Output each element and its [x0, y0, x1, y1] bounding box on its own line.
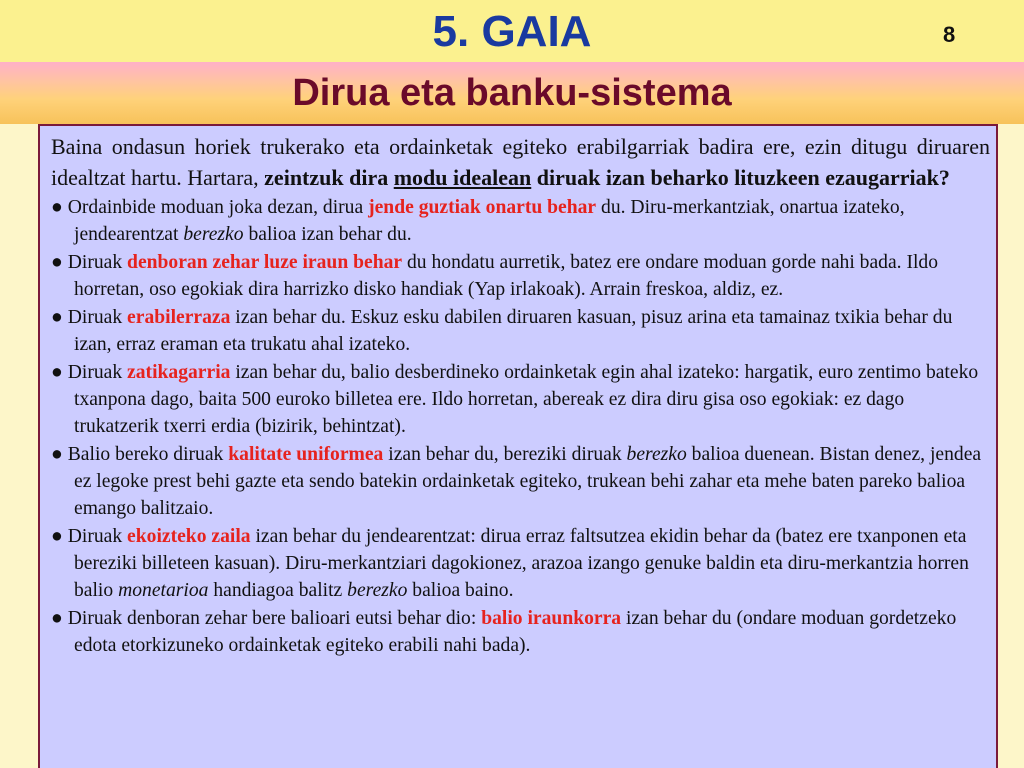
bullet-highlight: balio iraunkorra	[481, 608, 622, 630]
intro-question-underlined: modu idealean	[393, 164, 532, 190]
bullet-item-stable-value	[51, 605, 990, 659]
bullet-text: ● Diruak	[51, 525, 128, 547]
bullet-italic: berezko	[347, 580, 408, 602]
bullet-text: ● Balio bereko diruak	[51, 443, 229, 465]
bullet-text: izan behar du. Eskuz esku dabilen diruaren kasuan, pisuz arina eta tamainaz txikia behar du izan, erraz eraman eta trukatu ahal izateko.	[74, 306, 953, 356]
bullet-item-portability	[51, 304, 990, 358]
content-box	[38, 124, 998, 768]
intro-text: Baina ondasun horiek trukerako eta ordainketak egiteko erabilgarriak badira ere, ezin ditugu diruaren idealtzat hartu. Hartara,	[51, 134, 990, 190]
bullet-text: ● Diruak	[51, 306, 128, 328]
bullet-text: du hondatu aurretik, batez ere ondare moduan gorde nahi bada. Ildo horretan, oso egokiak dira harrizko disko handiak (Yap irlakoak). Arrain freskoa, aldiz, ez.	[74, 251, 939, 301]
slide-title: 5. GAIA	[432, 7, 592, 56]
bullet-text: handiagoa balitz	[208, 580, 348, 602]
bullet-italic: berezko	[183, 224, 244, 246]
intro-paragraph	[51, 132, 990, 193]
bullet-text: balioa baino.	[407, 580, 514, 602]
bullet-highlight: erabilerraza	[127, 306, 231, 328]
bullet-italic: berezko	[626, 443, 687, 465]
bullet-text: ● Ordainbide moduan joka dezan, dirua	[51, 197, 369, 218]
bullet-item-acceptance	[51, 194, 990, 248]
bullet-text: ● Diruak denboran zehar bere balioari eutsi behar dio:	[51, 608, 482, 630]
intro-question-part-2: diruak izan beharko lituzkeen ezaugarriak?	[531, 164, 950, 190]
bullet-highlight: denboran zehar luze iraun behar	[127, 251, 403, 273]
page-number: 8	[943, 22, 956, 47]
bullet-text: izan behar du, balio desberdineko ordainketak egin ahal izateko: hargatik, euro zentimo bateko txanpona dago, baita 500 euroko billetea ere. Ildo horretan, abereak ez dira diru gisa oso egokiak: ez dago trukatzerik txerri erdia (bizirik, behintzat).	[74, 361, 979, 438]
bullet-item-divisibility	[51, 359, 990, 441]
bullet-highlight: ekoizteko zaila	[127, 525, 251, 547]
bullet-text: izan behar du (ondare moduan gordetzeko edota etorkizuneko ordainketak egiteko erabili nahi bada).	[74, 608, 957, 657]
bullet-highlight: kalitate uniformea	[228, 443, 384, 465]
bullet-item-durability	[51, 249, 990, 303]
bullet-italic: monetarioa	[118, 580, 209, 602]
bullet-text: balioa izan behar du.	[243, 224, 412, 246]
slide-subtitle: Dirua eta banku-sistema	[292, 72, 732, 114]
bullet-text: balioa duenean. Bistan denez, jendea ez legoke prest behi gazte eta sendo batekin ordainketak egiteko, trukean behi zahar eta mehe baten pareko balioa emango balitzaio.	[74, 443, 982, 520]
bullet-text: du. Diru-merkantziak, onartua izateko, jendearentzat	[74, 197, 905, 246]
bullet-text: izan behar du jendearentzat: dirua erraz faltsutzea ekidin behar da (batez ere txanponen eta bereziki billeteen kasuan). Diru-merkantziari dagokionez, arazoa izango genuke baldin eta diru-merkantzia horren balio	[74, 525, 969, 602]
bullet-text: ● Diruak	[51, 251, 128, 273]
intro-question-part-1: zeintzuk dira	[264, 164, 394, 190]
bullet-text: izan behar du, bereziki diruak	[383, 443, 627, 465]
bullet-item-scarcity	[51, 523, 990, 605]
bullet-highlight: zatikagarria	[127, 361, 231, 383]
bullet-item-uniformity	[51, 441, 990, 523]
bullet-highlight: jende guztiak onartu behar	[368, 197, 597, 218]
bullet-text: ● Diruak	[51, 361, 128, 383]
